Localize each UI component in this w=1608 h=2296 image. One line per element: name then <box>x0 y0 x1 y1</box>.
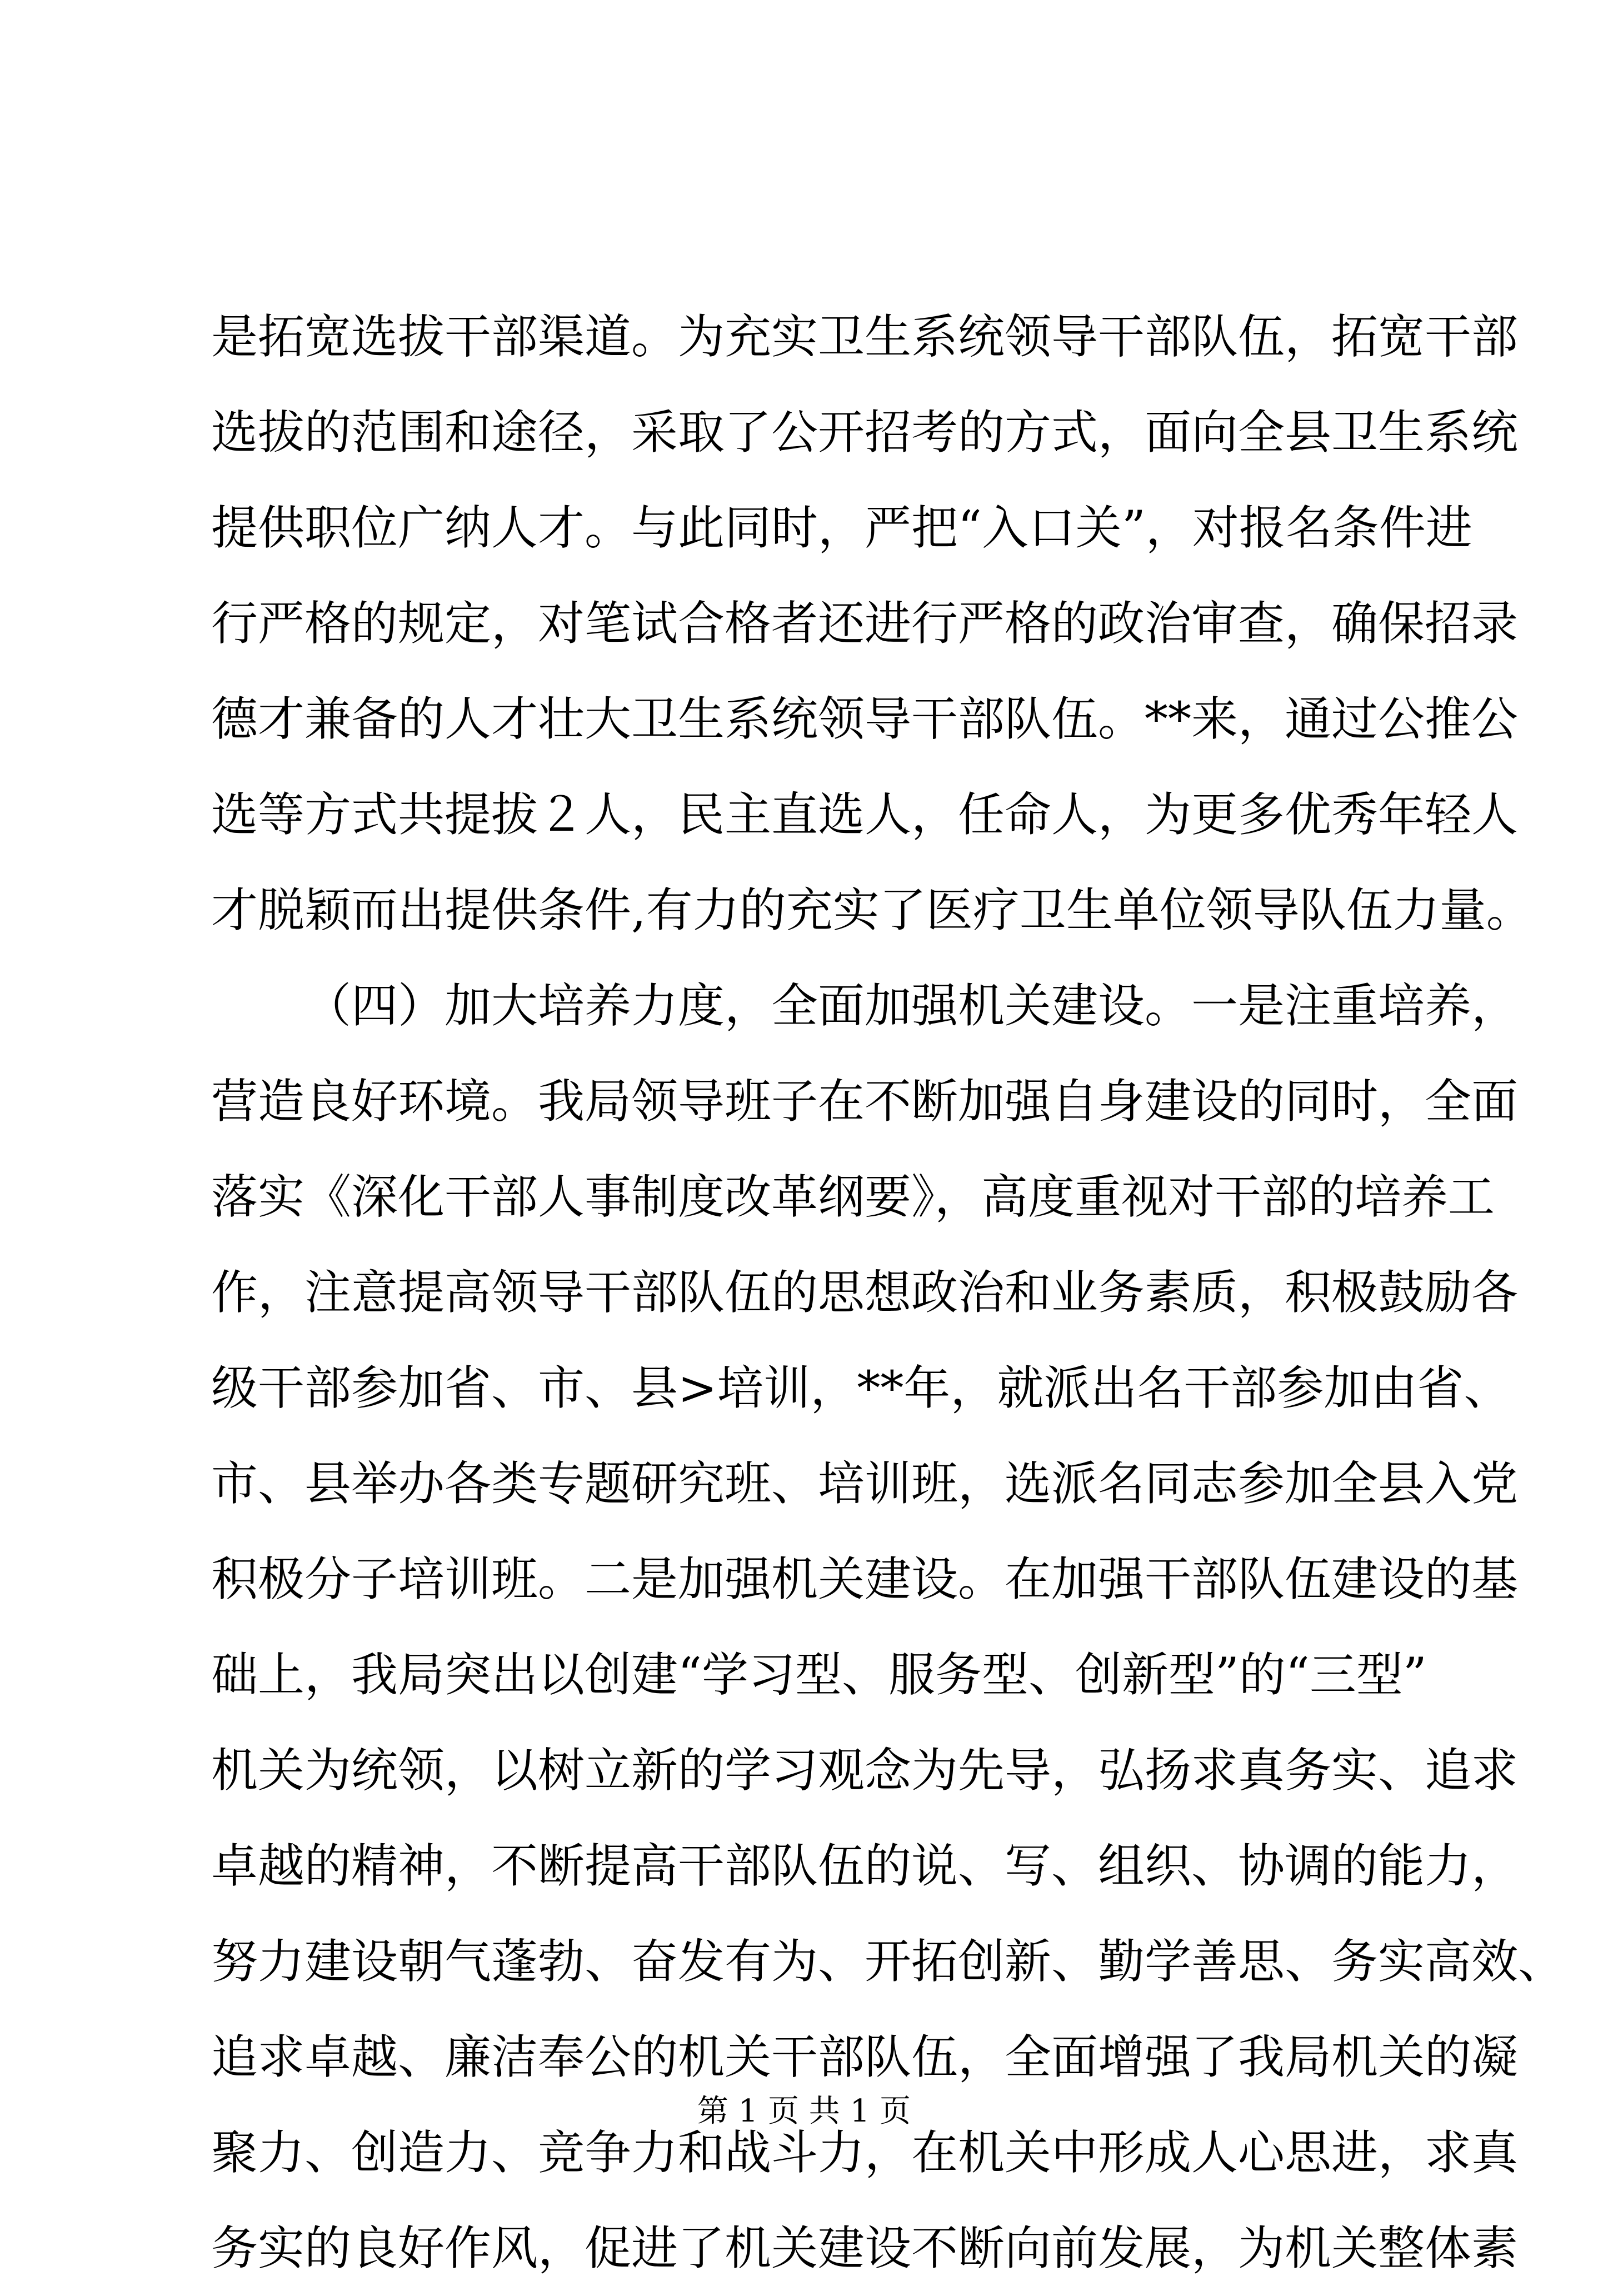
text-line: 追求卓越、廉洁奉公的机关干部队伍，全面增强了我局机关的凝 <box>211 2030 1519 2084</box>
text-line: 级干部参加省、市、县>培训，**年，就派出名干部参加由省、 <box>211 1361 1511 1415</box>
text-line: 提供职位广纳人才。与此同时，严把“入口关”，对报名条件进 <box>211 501 1472 555</box>
text-line: 作，注意提高领导干部队伍的思想政治和业务素质，积极鼓励各 <box>211 1265 1519 1320</box>
section-heading-line: （四）加大培养力度，全面加强机关建设。一是注重培养， <box>304 979 1519 1033</box>
text-line: 是拓宽选拔干部渠道。为充实卫生系统领导干部队伍，拓宽干部 <box>211 310 1519 364</box>
page-footer: 第 1 页 共 1 页 <box>697 2093 911 2129</box>
body-text <box>211 289 1565 2296</box>
text-line: 务实的良好作风，促进了机关建设不断向前发展，为机关整体素 <box>211 2221 1519 2275</box>
text-line: 础上，我局突出以创建“学习型、服务型、创新型”的“三型” <box>211 1648 1427 1702</box>
text-line: 落实《深化干部人事制度改革纲要》，高度重视对干部的培养工 <box>211 1170 1495 1224</box>
text-line: 选拔的范围和途径，采取了公开招考的方式，面向全县卫生系统 <box>211 405 1519 460</box>
text-line: 聚力、创造力、竞争力和战斗力，在机关中形成人心思进，求真 <box>211 2125 1519 2180</box>
text-line: 卓越的精神，不断提高干部队伍的说、写、组织、协调的能力， <box>211 1839 1519 1893</box>
text-line: 德才兼备的人才壮大卫生系统领导干部队伍。**来，通过公推公 <box>211 692 1519 746</box>
text-line: 选等方式共提拔２人，民主直选人，任命人，为更多优秀年轻人 <box>211 787 1519 842</box>
text-line: 行严格的规定，对笔试合格者还进行严格的政治审查，确保招录 <box>211 596 1519 651</box>
text-line: 努力建设朝气蓬勃、奋发有为、开拓创新、勤学善思、务实高效、 <box>211 1934 1565 1989</box>
text-line: 市、县举办各类专题研究班、培训班，选派名同志参加全县入党 <box>211 1456 1519 1511</box>
text-line: 才脱颖而出提供条件,有力的充实了医疗卫生单位领导队伍力量。 <box>211 883 1533 937</box>
text-line: 积极分子培训班。二是加强机关建设。在加强干部队伍建设的基 <box>211 1552 1519 1606</box>
text-line: 营造良好环境。我局领导班子在不断加强自身建设的同时，全面 <box>211 1074 1519 1129</box>
text-line: 机关为统领，以树立新的学习观念为先导，弘扬求真务实、追求 <box>211 1743 1519 1798</box>
